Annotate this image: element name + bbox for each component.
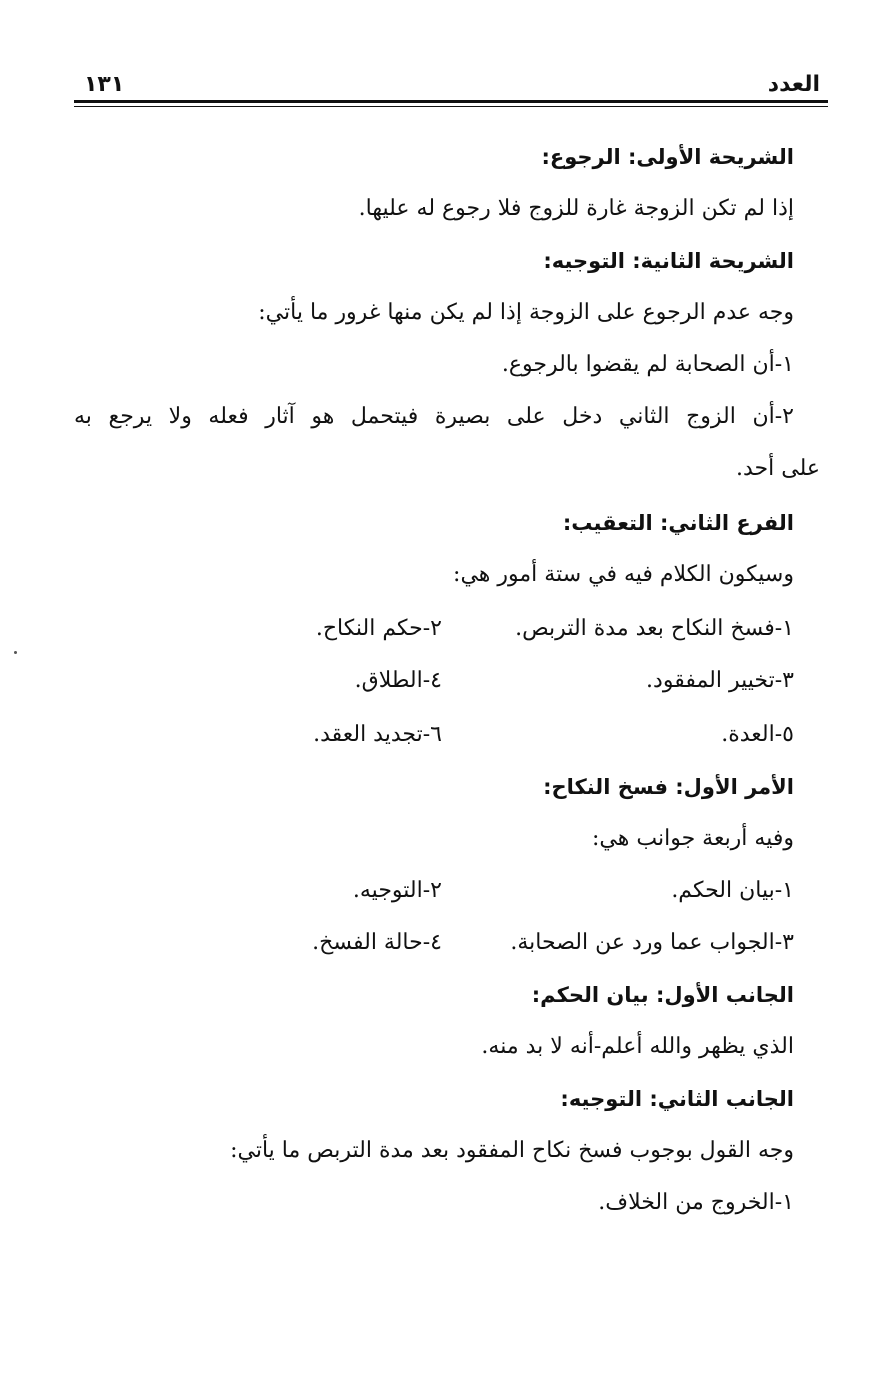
list-item: ١-الخروج من الخلاف. xyxy=(598,1190,794,1215)
list-item: ٣-تخيير المفقود. xyxy=(646,668,794,693)
list-item: ٢-حكم النكاح. xyxy=(315,616,442,641)
paragraph: وفيه أربعة جوانب هي: xyxy=(592,826,794,851)
running-header-title: العدد xyxy=(767,72,820,97)
list-item: ٤-حالة الفسخ. xyxy=(312,930,442,955)
list-item: ١-بيان الحكم. xyxy=(671,878,794,903)
page-number: ١٣١ xyxy=(84,72,125,97)
scan-speck xyxy=(14,651,17,654)
list-item: ٣-الجواب عما ورد عن الصحابة. xyxy=(510,930,794,955)
list-item: ٤-الطلاق. xyxy=(354,668,442,693)
header-rule-thin xyxy=(74,106,828,107)
list-item-continuation: على أحد. xyxy=(736,456,820,481)
list-item: ٥-العدة. xyxy=(721,722,794,747)
paragraph: الذي يظهر والله أعلم-أنه لا بد منه. xyxy=(481,1034,794,1059)
list-item: ٢-أن الزوج الثاني دخل على بصيرة فيتحمل هو آثار فعله ولا يرجع به xyxy=(74,404,794,429)
section-heading: الأمر الأول: فسخ النكاح: xyxy=(543,775,794,799)
list-item: ١-فسخ النكاح بعد مدة التربص. xyxy=(515,616,794,641)
subsection-heading: الجانب الثاني: التوجيه: xyxy=(560,1087,794,1111)
heading-first-slice: الشريحة الأولى: الرجوع: xyxy=(541,145,794,169)
list-item: ٦-تجديد العقد. xyxy=(313,722,442,747)
paragraph: وجه عدم الرجوع على الزوجة إذا لم يكن منها غرور ما يأتي: xyxy=(258,300,794,325)
paragraph: إذا لم تكن الزوجة غارة للزوج فلا رجوع له عليها. xyxy=(358,196,794,221)
subsection-heading: الجانب الأول: بيان الحكم: xyxy=(531,983,794,1007)
paragraph: وسيكون الكلام فيه في ستة أمور هي: xyxy=(453,562,794,587)
list-item: ١-أن الصحابة لم يقضوا بالرجوع. xyxy=(501,352,794,377)
page-header xyxy=(74,70,828,106)
list-item: ٢-التوجيه. xyxy=(352,878,442,903)
section-heading: الفرع الثاني: التعقيب: xyxy=(562,511,794,535)
paragraph: وجه القول بوجوب فسخ نكاح المفقود بعد مدة التربص ما يأتي: xyxy=(230,1138,794,1163)
header-rule-thick xyxy=(74,100,828,103)
heading-second-slice: الشريحة الثانية: التوجيه: xyxy=(543,249,794,273)
